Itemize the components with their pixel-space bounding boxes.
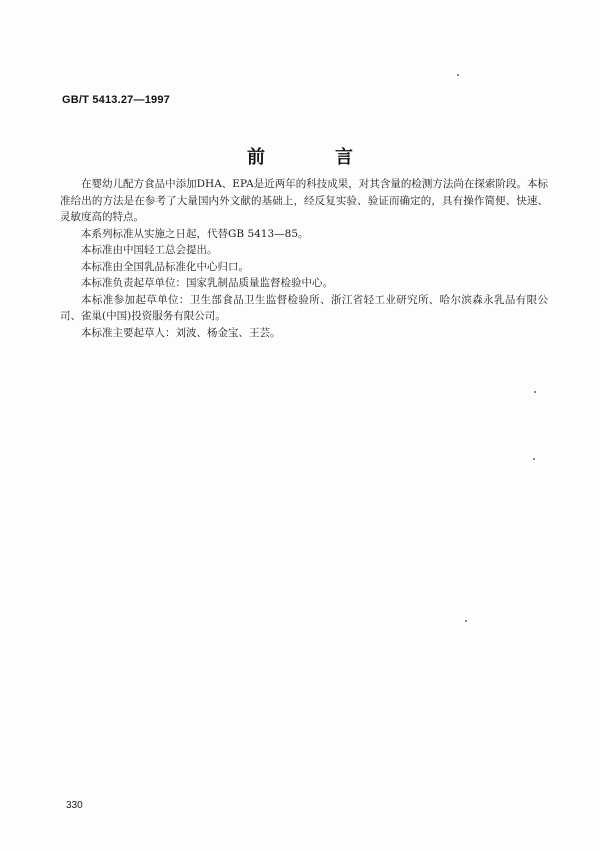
paragraph: 本标准由中国轻工总会提出。 <box>81 244 218 256</box>
standard-code: GB/T 5413.27—1997 <box>62 94 170 106</box>
paragraph: 本系列标准从实施之日起，代替GB 5413—85。 <box>81 227 309 240</box>
scan-speck <box>465 620 467 622</box>
scan-speck <box>534 391 536 393</box>
preface-body <box>60 176 548 341</box>
paragraph: 本标准负责起草单位：国家乳制品质量监督检验中心。 <box>81 277 333 289</box>
page-title: 前 言 <box>247 147 379 168</box>
paragraph: 本标准参加起草单位：卫生部食品卫生监督检验所、浙江省轻工业研究所、哈尔滨森永乳品有限公司、雀巢(中国)投资服务有限公司。 <box>60 293 548 322</box>
paragraph: 本标准主要起草人：刘波、杨金宝、王芸。 <box>81 326 281 339</box>
scan-speck <box>533 458 535 460</box>
paragraph: 本标准由全国乳品标准化中心归口。 <box>81 260 249 273</box>
paragraph: 在婴幼儿配方食品中添加DHA、EPA是近两年的科技成果，对其含量的检测方法尚在探索阶段。本标准给出的方法是在参考了大量国内外文献的基础上，经反复实验、验证而确定的，具有操作简便、快速、灵敏度高的特点。 <box>60 178 548 223</box>
page-number: 330 <box>66 800 83 811</box>
scan-speck <box>457 74 459 76</box>
